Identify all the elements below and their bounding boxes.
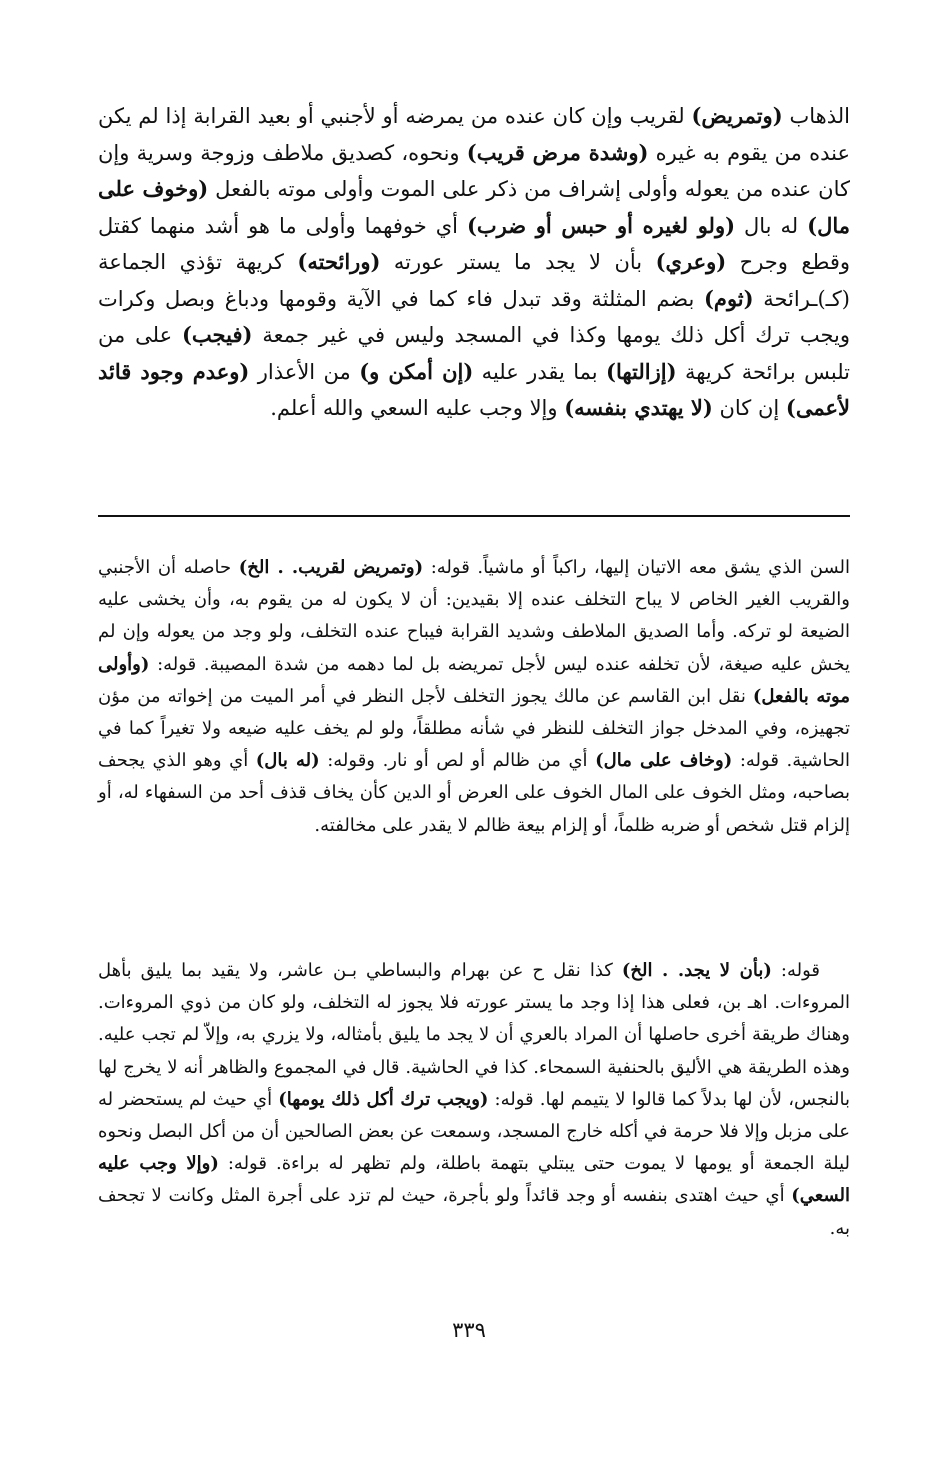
text-run: أي حيث اهتدى بنفسه أو وجد قائداً ولو بأجرة، حيث لم تزد على أجرة المثل وكانت لا تجحف به.: [98, 1185, 850, 1239]
text-run: له بال: [735, 213, 808, 238]
bold-term: (وشدة مرض قريب): [466, 139, 649, 165]
bold-term: (وإلا وجب عليه السعي): [98, 1153, 850, 1207]
bold-term: (ويجب ترك أكل ذلك يومها): [278, 1088, 489, 1110]
bold-term: (بأن لا يجد. . الخ): [621, 960, 772, 981]
footnote-block-1: [98, 552, 850, 842]
bold-term: (له بال): [255, 750, 320, 772]
text-run: قوله:: [771, 960, 820, 981]
text-run: وإلا وجب عليه السعي والله أعلم.: [270, 396, 565, 420]
bold-term: (وعدم وجود قائد لأعمى): [98, 358, 850, 420]
text-run: أي من ظالم أو لص أو نار. وقوله:: [319, 750, 596, 772]
footnote-paragraph: [98, 955, 850, 1245]
bold-term: (ولو لغيره أو حبس أو ضرب): [466, 212, 736, 238]
main-text-block: [98, 98, 850, 427]
text-run: السن الذي يشق معه الاتيان إليها، راكباً أو ماشياً. قوله:: [423, 557, 851, 578]
text-run: بأن لا يجد ما يستر عورته: [380, 250, 656, 274]
bold-term: (وتمريض): [691, 103, 783, 128]
bold-term: (وخاف على مال): [595, 750, 733, 772]
bold-term: (إزالتها): [606, 358, 677, 384]
text-run: أي خوفهما وأولى ما هو أشد منهما كقتل وقطع وجرح: [98, 213, 850, 274]
main-paragraph: [98, 98, 850, 427]
text-run: ونحوه، كصديق ملاطف وزوجة وسرية وإن كان عنده من يعوله وأولى إشراف من ذكر على الموت وأولى موته بالفعل: [98, 140, 850, 201]
bold-term: (لا يهتدي بنفسه): [564, 395, 713, 420]
bold-term: (فيجب): [182, 322, 253, 347]
bold-term: (إن أمكن و): [359, 358, 474, 384]
text-run: بضم المثلثة وقد تبدل فاء كما في الآية وقومها ودباغ وبصل وكرات ويجب ترك أكل ذلك يومها وكذا في المسجد وليس في غير جمعة: [98, 286, 850, 347]
bold-term: (وتمريض لقريب. . الخ): [238, 557, 424, 578]
bold-term: (وعري): [655, 249, 727, 274]
footnote-divider: [98, 515, 850, 517]
text-run: الذهاب: [782, 104, 850, 128]
page-number: ٣٣٩: [452, 1318, 486, 1342]
footnote-paragraph: [98, 552, 850, 842]
text-run: كذا نقل ح عن بهرام والبساطي بـن عاشر، ولا يقيد بما يليق بأهل المروءات. اهـ بن، فعلى هذا إذا وجد ما يستر عورته فلا يجوز له التخلف، ولو كان من ذوي المروءات. وهناك طريقة أخرى حاصلها أن المراد بالعري أن لا يجد ما يليق بأمثاله، ولا يزري به، وإلاّ لم تجب عليه. وهذه الطريقة هي الأليق بالحنفية السمحاء. كذا في الحاشية. قال في المجموع والظاهر أنه لا يخرج لها بالنجس، لأن لها بدلاً كما قالوا لا يتيمم لها. قوله:: [98, 960, 850, 1110]
bold-term: (ثوم): [704, 285, 754, 311]
text-run: إن كان: [712, 396, 786, 420]
text-run: بما يقدر عليه: [473, 359, 607, 384]
text-run: نقل ابن القاسم عن مالك يجوز التخلف لأجل النظر في أمر الميت من إخواته من مؤن تجهيزه، وفي المدخل جواز التخلف للنظر في شأنه مطلقاً، ولو لم يخف عليه ضيعه ولا تغيراً كما في الحاشية. قوله:: [98, 685, 850, 772]
text-run: على من تلبس برائحة كريهة: [98, 323, 851, 384]
text-run: لقريب وإن كان عنده من يمرضه أو لأجنبي أو بعيد القرابة إذا لم يكن عنده من يقوم به غيره: [98, 104, 850, 165]
bold-term: (ورائحته): [297, 249, 381, 274]
text-run: أي وهو الذي يجحف بصاحبه، ومثل الخوف على المال الخوف على العرض أو الدين كأن يخاف قذف أحد من السفهاء له، أو إلزام قتل شخص أو ضربه ظلماً، أو إلزام بيعة ظالم لا يقدر على مخالفته.: [98, 750, 850, 836]
text-run: أي حيث لم يستحضر له على مزبل وإلا فلا حرمة في أكله خارج المسجد، وسمعت عن بعض الصالحين أن من أكل البصل ونحوه ليلة الجمعة أو يومها لا يموت حتى يبتلي بتهمة باطلة، ولم تظهر له براءة. قوله:: [98, 1088, 850, 1175]
text-run: من الأعذار: [249, 359, 360, 384]
bold-term: (وأولى موته بالفعل): [98, 653, 850, 707]
text-run: حاصله أن الأجنبي والقريب الغير الخاص لا يباح التخلف عنده إلا بقيدين: أن لا يكون له من يقوم به، وأن يخشى عليه الضيعة لو تركه. وأما الصديق الملاطف وشديد القرابة فيباح عنده التخلف، ولو وجد من يعوله وإن لم يخش عليه صيغة، لأن تخلفه عنده ليس لأجل تمريضه بل لما دهمه من شدة المصيبة. قوله:: [98, 557, 850, 675]
footnote-block-2: [98, 955, 850, 1245]
bold-term: (وخوف على مال): [98, 176, 850, 238]
text-run: كريهة تؤذي الجماعة (كـ)ـرائحة: [98, 250, 850, 311]
